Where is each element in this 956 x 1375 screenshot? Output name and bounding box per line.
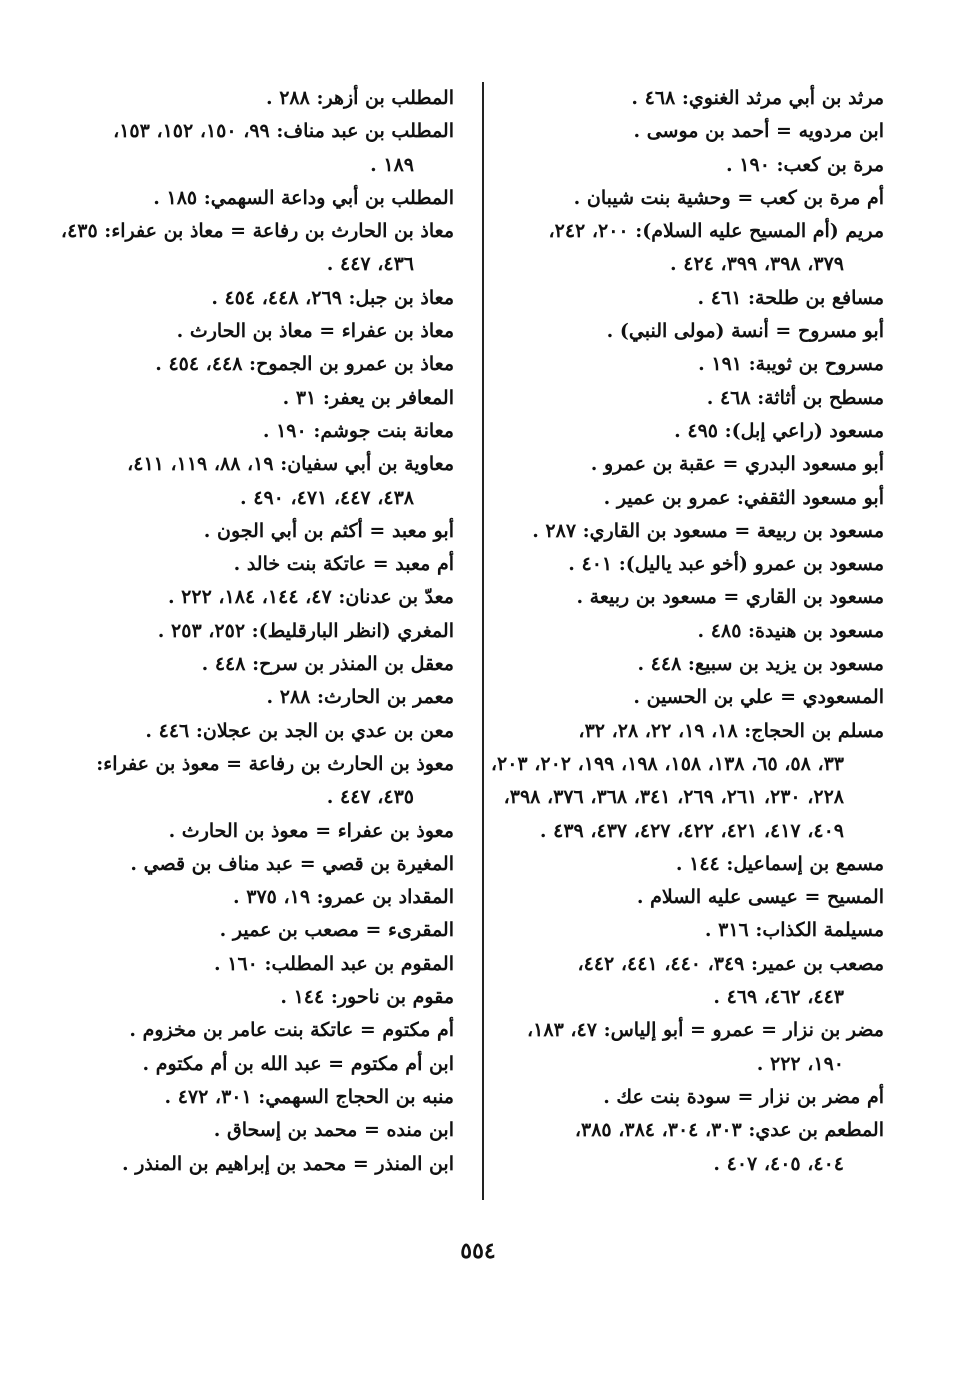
index-entry bbox=[59, 715, 454, 748]
index-entry bbox=[59, 848, 454, 881]
index-entry bbox=[489, 149, 884, 182]
index-entry-text: أم مكتوم = عاتكة بنت عامر بن مخزوم . bbox=[129, 1019, 454, 1042]
index-entry-text: مسروح بن ثويبة: ١٩١ . bbox=[698, 353, 884, 376]
index-entry bbox=[59, 115, 454, 182]
index-entry-text: المغري (انظر البارقليط): ٢٥٢، ٢٥٣ . bbox=[157, 619, 454, 642]
index-entry bbox=[489, 948, 884, 1015]
index-entry-text: مقوم بن ناحور: ١٤٤ . bbox=[280, 986, 454, 1009]
index-entry-text: معاذ بن جبل: ٢٦٩، ٤٤٨، ٤٥٤ . bbox=[211, 286, 454, 309]
index-entry bbox=[489, 848, 884, 881]
index-entry-text: معوذ بن عفراء = معوذ بن الحارث . bbox=[168, 819, 454, 842]
index-entry-text: معقل بن المنذر بن سرح: ٤٤٨ . bbox=[201, 653, 454, 676]
index-entry bbox=[489, 315, 884, 348]
index-entry-text: مسافع بن طلحة: ٤٦١ . bbox=[697, 286, 884, 309]
index-entry-text: المقوم بن عبد المطلب: ١٦٠ . bbox=[214, 952, 454, 975]
index-entry bbox=[59, 815, 454, 848]
index-entry bbox=[489, 1081, 884, 1114]
index-entry bbox=[59, 914, 454, 947]
index-entry bbox=[59, 315, 454, 348]
index-entry bbox=[489, 1114, 884, 1181]
index-entry bbox=[489, 182, 884, 215]
index-entry bbox=[489, 581, 884, 614]
index-entry bbox=[59, 348, 454, 381]
index-entry bbox=[59, 1081, 454, 1114]
index-entry bbox=[59, 881, 454, 914]
index-entry bbox=[59, 415, 454, 448]
index-entry-text: معاذ بن الحارث بن رفاعة = معاذ بن عفراء: ٤٣٥، bbox=[60, 220, 454, 243]
index-entry bbox=[59, 948, 454, 981]
index-entry-continuation: ٤٣٦، ٤٤٧ . bbox=[326, 253, 414, 276]
index-entry bbox=[59, 581, 454, 614]
index-entry bbox=[59, 615, 454, 648]
index-entry bbox=[59, 748, 454, 815]
index-entry bbox=[59, 215, 454, 282]
index-entry-text: ابن المنذر = محمد بن إبراهيم بن المنذر . bbox=[122, 1152, 454, 1175]
index-entry bbox=[489, 881, 884, 914]
index-entry-text: مسمع بن إسماعيل: ١٤٤ . bbox=[675, 852, 884, 875]
index-entry bbox=[489, 681, 884, 714]
index-entry-text: مسطح بن أثاثة: ٤٦٨ . bbox=[706, 386, 884, 409]
page-number: ٥٥٤ bbox=[460, 1238, 496, 1264]
index-entry-text: مصعب بن عمير: ٣٤٩، ٤٤٠، ٤٤١، ٤٤٢، bbox=[577, 952, 884, 975]
index-entry bbox=[489, 348, 884, 381]
index-entry bbox=[59, 1014, 454, 1047]
index-entry-continuation: ٣٣، ٥٨، ٦٥، ١٣٨، ١٥٨، ١٩٨، ١٩٩، ٢٠٢، ٢٠٣، ٢٢٨، ٢٣٠، ٢٦١، ٢٦٩، ٣٤١، ٣٦٨، ٣٧٦، ٣٩٨، ٤٠٩، ٤١٧، ٤٢١، ٤٢٢، ٤٢٧، ٤٣٧، ٤٣٩ . bbox=[490, 752, 844, 842]
index-entry bbox=[59, 648, 454, 681]
index-entry-text: أم مرة بن كعب = وحشية بنت شيبان . bbox=[573, 186, 884, 209]
index-entry-text: أبو مسعود البدري = عقبة بن عمرو . bbox=[590, 453, 884, 476]
index-entry bbox=[59, 1114, 454, 1147]
index-entry-text: مرة بن كعب: ١٩٠ . bbox=[726, 153, 884, 176]
index-entry-text: مرثد بن أبي مرثد الغنوي: ٤٦٨ . bbox=[631, 87, 884, 109]
index-entry bbox=[489, 448, 884, 481]
column-divider bbox=[482, 82, 484, 1200]
index-entry-continuation: ١٩٠، ٢٢٢ . bbox=[756, 1052, 844, 1075]
index-entry-text: المقداد بن عمرو: ١٩، ٣٧٥ . bbox=[233, 886, 454, 909]
index-entry-text: ابن منده = محمد بن إسحاق . bbox=[213, 1119, 454, 1142]
index-entry-text: ابن مردويه = أحمد بن موسى . bbox=[633, 120, 884, 143]
index-entry-text: أم معبد = عاتكة بنت خالد . bbox=[233, 553, 454, 576]
index-entry-text: المسيح = عيسى عليه السلام . bbox=[636, 886, 884, 909]
index-entry-text: المسعودي = علي بن الحسين . bbox=[633, 686, 884, 709]
index-entry bbox=[489, 1014, 884, 1081]
index-entry-text: أبو معبد = أكثم بن أبي الجون . bbox=[203, 519, 454, 542]
index-entry-text: المغيرة بن قصي = عبد مناف بن قصي . bbox=[130, 852, 454, 875]
index-entry-continuation: ٤٣٨، ٤٤٧، ٤٧١، ٤٩٠ . bbox=[240, 486, 414, 509]
index-entry-text: معمر بن الحارث: ٢٨٨ . bbox=[266, 686, 454, 709]
index-entry-text: مسعود بن عمرو (أخو عبد ياليل): ٤٠١ . bbox=[568, 553, 884, 576]
index-entry bbox=[59, 681, 454, 714]
index-entry bbox=[489, 382, 884, 415]
index-entry-text: مسيلمة الكذاب: ٣١٦ . bbox=[704, 919, 884, 942]
index-entry-text: المطلب بن أبي وداعة السهمي: ١٨٥ . bbox=[153, 186, 454, 209]
index-entry-text: معن بن عدي بن الجد بن عجلان: ٤٤٦ . bbox=[145, 719, 454, 742]
index-entry bbox=[489, 115, 884, 148]
index-entry-text: مسعود بن يزيد بن سبيع: ٤٤٨ . bbox=[637, 653, 884, 676]
index-entry-text: المقرىء = مصعب بن عمير . bbox=[219, 919, 454, 942]
index-entry-text: مسعود بن هنيدة: ٤٨٥ . bbox=[697, 619, 884, 642]
index-entry bbox=[489, 282, 884, 315]
index-entry bbox=[59, 1148, 454, 1181]
index-entry-text: مسلم بن الحجاج: ١٨، ١٩، ٢٢، ٢٨، ٣٢، bbox=[578, 719, 884, 742]
index-entry bbox=[59, 1048, 454, 1081]
index-entry bbox=[489, 215, 884, 282]
index-entry-text: معاذ بن عمرو بن الجموح: ٤٤٨، ٤٥٤ . bbox=[155, 353, 454, 376]
index-entry-text: ابن أم مكتوم = عبد الله بن أم مكتوم . bbox=[142, 1052, 454, 1075]
index-entry-text: المطلب بن أزهر: ٢٨٨ . bbox=[265, 87, 454, 109]
index-entry bbox=[59, 448, 454, 515]
index-entry-continuation: ٤٤٣، ٤٦٢، ٤٦٩ . bbox=[713, 986, 844, 1009]
index-entry-text: معدّ بن عدنان: ٤٧، ١٤٤، ١٨٤، ٢٢٢ . bbox=[167, 586, 454, 609]
index-entry bbox=[489, 548, 884, 581]
index-entry-text: المطلب بن عبد مناف: ٩٩، ١٥٠، ١٥٢، ١٥٣، bbox=[113, 120, 454, 143]
index-entry-continuation: ٤٣٥، ٤٤٧ . bbox=[326, 786, 414, 809]
index-entry-text: أم مضر بن نزار = سودة بنت عك . bbox=[603, 1085, 884, 1108]
index-entry-text: معاذ بن عفراء = معاذ بن الحارث . bbox=[176, 320, 454, 343]
index-entry bbox=[59, 515, 454, 548]
index-entry-text: معوذ بن الحارث بن رفاعة = معوذ بن عفراء: bbox=[96, 752, 454, 775]
index-entry bbox=[59, 282, 454, 315]
index-entry-text: مسعود بن القاري = مسعود بن ربيعة . bbox=[576, 586, 884, 609]
index-entry bbox=[489, 482, 884, 515]
index-entry bbox=[489, 615, 884, 648]
index-entry bbox=[489, 715, 884, 848]
index-entry bbox=[59, 82, 454, 115]
index-entry-text: معانة بنت جوشم: ١٩٠ . bbox=[262, 419, 454, 442]
index-entry-text: مضر بن نزار = عمرو = أبو إلياس: ٤٧، ١٨٣، bbox=[527, 1019, 884, 1042]
index-entry bbox=[489, 648, 884, 681]
index-entry-text: مسعود بن ربيعة = مسعود بن القاري: ٢٨٧ . bbox=[532, 519, 884, 542]
index-entry bbox=[489, 82, 884, 115]
index-entry-text: معاوية بن أبي سفيان: ١٩، ٨٨، ١١٩، ٤١١، bbox=[127, 453, 454, 476]
index-entry bbox=[489, 515, 884, 548]
index-entry bbox=[59, 182, 454, 215]
index-entry-text: منبه بن الحجاج السهمي: ٣٠١، ٤٧٢ . bbox=[164, 1085, 454, 1108]
index-entry-text: المعافر بن يعفر: ٣١ . bbox=[282, 386, 454, 409]
index-entry-text: مريم (أم المسيح عليه السلام): ٢٠٠، ٢٤٢، bbox=[548, 220, 884, 243]
index-entry bbox=[489, 914, 884, 947]
index-entry-text: مسعود (راعي إبل): ٤٩٥ . bbox=[674, 419, 884, 442]
index-entry-text: أبو مسروح = أنسة (مولى النبي) . bbox=[606, 320, 884, 343]
index-entry-continuation: ١٨٩ . bbox=[370, 153, 414, 176]
index-entry bbox=[489, 415, 884, 448]
index-entry bbox=[59, 548, 454, 581]
index-entry-continuation: ٣٧٩، ٣٩٨، ٣٩٩، ٤٢٤ . bbox=[670, 253, 844, 276]
right-index-column bbox=[489, 82, 884, 1181]
index-entry bbox=[59, 382, 454, 415]
index-entry bbox=[59, 981, 454, 1014]
index-entry-text: المطعم بن عدي: ٣٠٣، ٣٠٤، ٣٨٤، ٣٨٥، bbox=[574, 1119, 884, 1142]
index-entry-continuation: ٤٠٤، ٤٠٥، ٤٠٧ . bbox=[713, 1152, 844, 1175]
left-index-column bbox=[59, 82, 454, 1181]
index-entry-text: أبو مسعود الثقفي: عمرو بن عمير . bbox=[603, 486, 884, 509]
